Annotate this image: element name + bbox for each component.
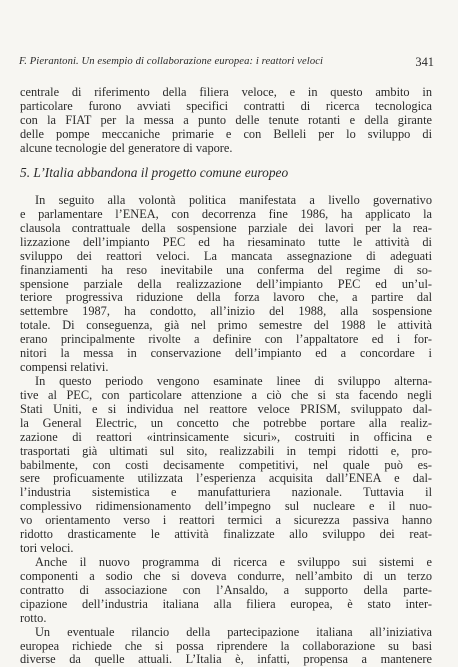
text-line: totale. Di conseguenza, già nel primo semestre del 1988 le attività <box>20 318 432 333</box>
text-line: contratto di associazione con l’Ansaldo, a supporto della parte- <box>20 582 432 597</box>
text-line: vo orientamento verso i reattori termici a sicurezza passiva hanno <box>20 513 432 528</box>
text-line: sviluppo dei reattori veloci. La mancata assegnazione di adeguati <box>20 248 432 263</box>
text-line: ridotto drasticamente le attività finalizzate allo sviluppo dei reat- <box>20 527 432 542</box>
text-line: babilmente, con costi decisamente competitivi, nel quale può es- <box>20 457 432 472</box>
text-line: componenti a sodio che si doveva condurre, nell’ambito di un terzo <box>20 568 432 583</box>
paragraph-intro <box>20 86 432 156</box>
text-line: lizzazione dell’impianto PEC ed ha riesaminato tutte le attività di <box>20 234 432 249</box>
page-number: 341 <box>415 55 434 69</box>
text-line: settembre 1987, ha condotto, all’inizio del 1988, alla sospensione <box>20 304 432 319</box>
text-line: particolare furono avviati specifici contratti di ricerca tecnologica <box>20 98 432 113</box>
text-line: Anche il nuovo programma di ricerca e sviluppo sui sistemi e <box>35 554 432 569</box>
text-line: europea richiede che si possa riprendere la collaborazione su basi <box>20 638 432 653</box>
running-head-title: Un esempio di collaborazione europea: i reattori veloci <box>81 56 324 67</box>
text-line: la General Electric, un concetto che potrebbe portare alla realiz- <box>20 415 432 430</box>
text-line: nitori la messa in conservazione dell’impianto ed a concordare i <box>20 346 432 361</box>
text-line: tori veloci. <box>20 541 74 556</box>
section-heading: 5. L’Italia abbandona il progetto comune europeo <box>20 165 289 180</box>
text-line: Stati Uniti, e si individua nel reattore veloce PRISM, sviluppato dal- <box>20 401 432 416</box>
section-body <box>20 194 432 667</box>
text-line: compensi relativi. <box>20 360 109 375</box>
text-line: teriore progressiva riduzione della forza lavoro che, a partire dal <box>20 290 432 305</box>
text-line: cipazione dell’industria italiana alla filiera europea, è stato inter- <box>20 596 432 611</box>
text-line: In questo periodo vengono esaminate linee di sviluppo alterna- <box>35 373 432 388</box>
text-line: diverse da quelle attuali. L’Italia è, infatti, propensa a mantenere <box>20 652 432 667</box>
text-line: erano principalmente rivolte a definire con l’appaltatore ed i for- <box>20 332 432 347</box>
text-line: e parlamentare l’ENEA, con decorrenza fine 1986, ha applicato la <box>20 206 432 221</box>
text-line: con la FIAT per la messa a punto delle tenute rotanti e della girante <box>20 112 432 127</box>
running-head-author: F. Pierantoni. <box>19 56 79 67</box>
text-line: sere proficuamente utilizzata l’esperienza acquisita dall’ENEA e dal- <box>20 471 432 486</box>
text-line: finanziamenti ha reso inevitabile una conferma del regime di so- <box>20 262 432 277</box>
text-line: rotto. <box>20 610 47 625</box>
text-line: In seguito alla volontà politica manifestata a livello governativo <box>35 193 432 207</box>
text-line: Un eventuale rilancio della partecipazione italiana all’iniziativa <box>35 624 432 639</box>
text-line: l’industria sistemistica e manufatturiera nazionale. Tuttavia il <box>20 485 432 500</box>
text-line: clausola contrattuale della sospensione parziale dei lavori per la rea- <box>20 220 432 235</box>
running-head <box>19 56 431 67</box>
text-line: trasportati già ultimati sul sito, realizzabili in tempi ridotti e, pro- <box>20 443 432 458</box>
text-line: centrale di riferimento della filiera veloce, e in questo ambito in <box>20 85 432 99</box>
text-line: spensione parziale della realizzazione dell’impianto PEC ed un’ul- <box>20 276 432 291</box>
text-line: alcune tecnologie del generatore di vapore. <box>20 140 233 155</box>
text-line: complessivo ridimensionamento dell’impegno sul nucleare e il nuo- <box>20 499 432 514</box>
text-line: zazione di reattori «intrinsicamente sicuri», costruiti in officina e <box>20 429 432 444</box>
text-line: tive al PEC, con particolare attenzione a ciò che si sta facendo negli <box>20 387 432 402</box>
text-line: delle pompe meccaniche primarie e con Belleli per lo sviluppo di <box>20 126 432 141</box>
